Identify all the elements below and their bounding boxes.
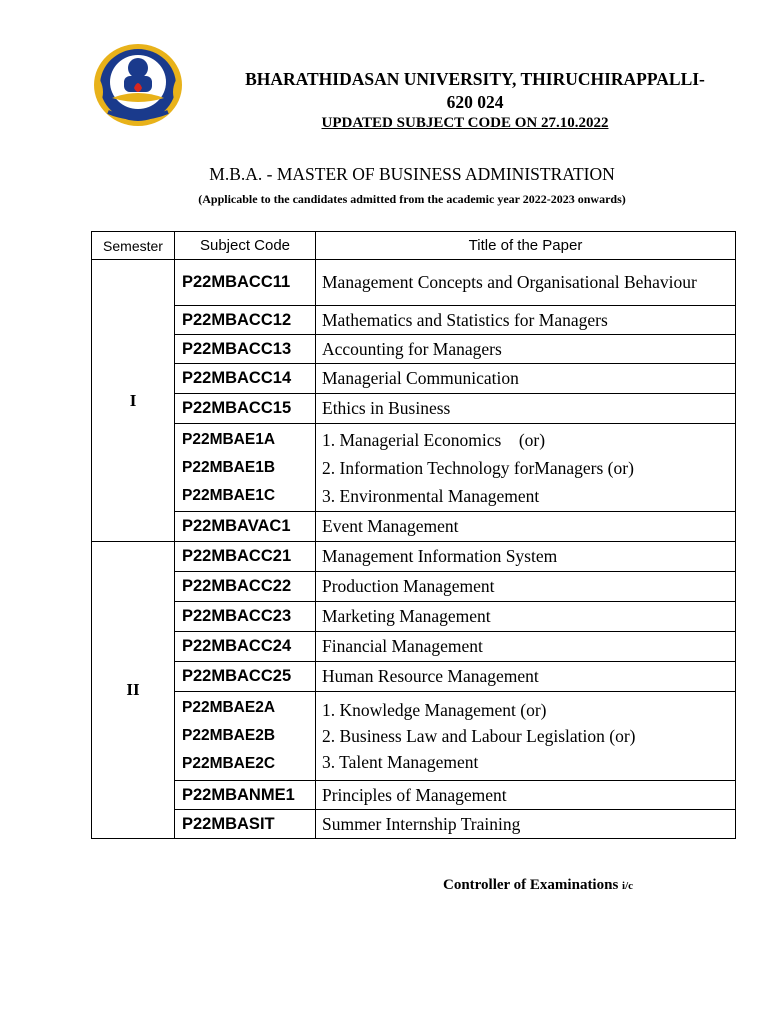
- paper-title: Ethics in Business: [316, 394, 736, 424]
- table-row: [92, 602, 736, 632]
- paper-title: 2. Information Technology forManagers (or): [322, 457, 634, 478]
- elective-titles: [316, 424, 736, 512]
- table-row: [92, 512, 736, 542]
- paper-title: Management Concepts and Organisational Behaviour: [316, 260, 736, 306]
- paper-title: Human Resource Management: [316, 662, 736, 692]
- paper-title: Marketing Management: [316, 602, 736, 632]
- signatory-title: Controller of Examinations: [443, 877, 619, 893]
- paper-title: Production Management: [316, 572, 736, 602]
- header-subject-code: Subject Code: [175, 232, 316, 260]
- elective-titles: [316, 692, 736, 781]
- table-row: [92, 632, 736, 662]
- subject-code: P22MBACC23: [175, 602, 316, 632]
- paper-title: Summer Internship Training: [316, 810, 736, 839]
- university-name: [200, 68, 750, 114]
- table-row: [92, 394, 736, 424]
- paper-title: Principles of Management: [316, 781, 736, 810]
- subject-code: P22MBACC21: [175, 542, 316, 572]
- subject-code: P22MBAE2A: [182, 699, 276, 716]
- semester-label: I: [92, 260, 175, 542]
- paper-title: 1. Knowledge Management (or): [322, 700, 547, 720]
- subject-code: P22MBACC25: [175, 662, 316, 692]
- applicability-note: (Applicable to the candidates admitted from the academic year 2022-2023 onwards): [198, 192, 626, 206]
- university-name-line2: 620 024: [446, 92, 504, 112]
- table-row: [92, 306, 736, 335]
- table-row: [92, 335, 736, 364]
- subject-code: P22MBAE2C: [182, 755, 276, 772]
- table-row: [92, 364, 736, 394]
- university-logo: [86, 40, 190, 130]
- table-row: [92, 781, 736, 810]
- table-row: [92, 260, 736, 306]
- updated-subject-code: UPDATED SUBJECT CODE ON 27.10.2022: [321, 115, 609, 131]
- signatory-suffix: i/c: [622, 880, 634, 892]
- paper-title: Mathematics and Statistics for Managers: [316, 306, 736, 335]
- subject-code: P22MBAE2B: [182, 727, 276, 744]
- table-row: [92, 692, 736, 781]
- degree-title: M.B.A. - MASTER OF BUSINESS ADMINISTRATION: [209, 164, 615, 184]
- subject-code: P22MBASIT: [175, 810, 316, 839]
- elective-codes: [175, 424, 316, 512]
- paper-title: 3. Talent Management: [322, 752, 479, 772]
- paper-title: Financial Management: [316, 632, 736, 662]
- subject-code: P22MBACC13: [175, 335, 316, 364]
- header-title: Title of the Paper: [316, 232, 736, 260]
- subject-code: P22MBACC11: [175, 260, 316, 306]
- university-name-line1: BHARATHIDASAN UNIVERSITY, THIRUCHIRAPPALLI-: [245, 69, 705, 89]
- subject-code: P22MBAVAC1: [175, 512, 316, 542]
- subject-code: P22MBACC24: [175, 632, 316, 662]
- subject-code: P22MBACC14: [175, 364, 316, 394]
- subject-code: P22MBACC12: [175, 306, 316, 335]
- paper-title: 1. Managerial Economics (or): [322, 429, 546, 450]
- table-row: [92, 542, 736, 572]
- semester-label: II: [92, 542, 175, 839]
- subject-code: P22MBACC15: [175, 394, 316, 424]
- subject-code-table: [91, 231, 736, 839]
- paper-title: Managerial Communication: [316, 364, 736, 394]
- subject-code: P22MBAE1B: [182, 458, 276, 476]
- table-row: [92, 424, 736, 512]
- subject-code: P22MBAE1C: [182, 486, 276, 504]
- subject-code: P22MBAE1A: [182, 430, 276, 448]
- table-header-row: [92, 232, 736, 260]
- subject-code: P22MBANME1: [175, 781, 316, 810]
- controller-signature: [443, 877, 633, 894]
- table-row: [92, 572, 736, 602]
- paper-title: 2. Business Law and Labour Legislation (or): [322, 726, 636, 746]
- table-row: [92, 810, 736, 839]
- paper-title: Accounting for Managers: [316, 335, 736, 364]
- header-semester: Semester: [92, 232, 175, 260]
- subject-code: P22MBACC22: [175, 572, 316, 602]
- paper-title: Event Management: [316, 512, 736, 542]
- table-row: [92, 662, 736, 692]
- paper-title: 3. Environmental Management: [322, 485, 540, 506]
- elective-codes: [175, 692, 316, 781]
- paper-title: Management Information System: [316, 542, 736, 572]
